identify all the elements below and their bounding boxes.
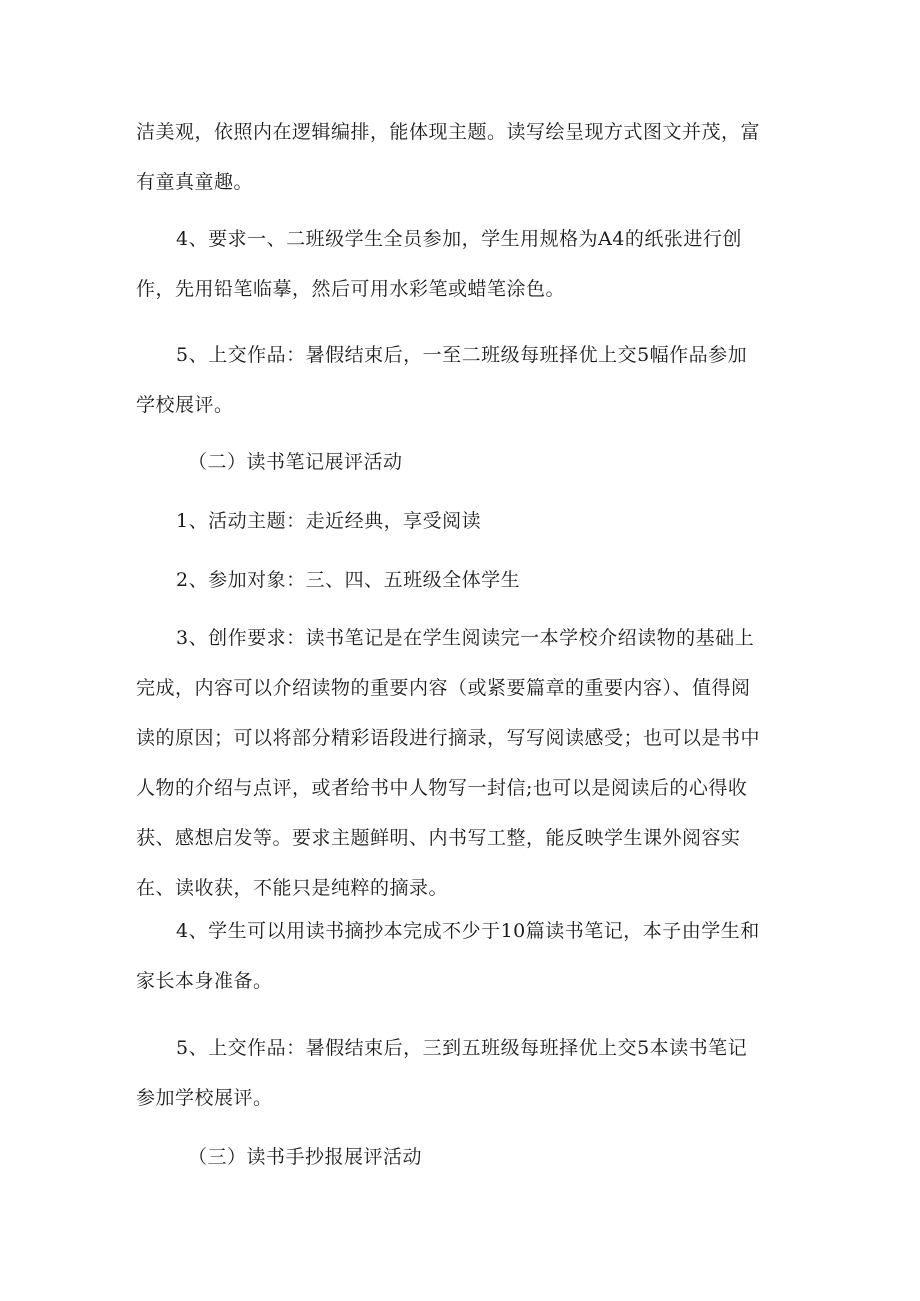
paragraph-requirement-4	[136, 214, 786, 314]
text-line: 有童真童趣。	[136, 171, 254, 193]
section-heading-reading-notes	[136, 437, 786, 487]
text-line: 读的原因；可以将部分精彩语段进行摘录，写写阅读感受；也可以是书中	[136, 727, 761, 749]
section-heading-handwritten-newspaper	[136, 1132, 786, 1182]
text-line: 获、感想启发等。要求主题鲜明、内书写工整，能反映学生课外阅容实	[136, 827, 741, 849]
text-line: 5、上交作品：暑假结束后，一至二班级每班择优上交5幅作品参加	[176, 344, 748, 366]
text-line: 作，先用铅笔临摹，然后可用水彩笔或蜡笔涂色。	[136, 278, 566, 300]
text-line: 5、上交作品：暑假结束后，三到五班级每班择优上交5本读书笔记	[176, 1037, 748, 1059]
paragraph-submit-notes	[136, 1023, 786, 1123]
paragraph-submit-5	[136, 330, 786, 430]
paragraph-theme	[136, 496, 786, 546]
text-line: 学校展评。	[136, 394, 234, 416]
paragraph-participants	[136, 555, 786, 605]
text-line: 完成，内容可以介绍读物的重要内容（或紧要篇章的重要内容）、值得阅	[136, 677, 751, 699]
text-line: 参加学校展评。	[136, 1087, 273, 1109]
heading-text: （三）读书手抄报展评活动	[188, 1146, 423, 1168]
text-line: 4、学生可以用读书摘抄本完成不少于10篇读书笔记，本子由学生和	[176, 920, 760, 942]
text-line: 2、参加对象：三、四、五班级全体学生	[176, 569, 521, 591]
paragraph-continuation	[136, 107, 786, 207]
paragraph-notebook	[136, 906, 786, 1006]
text-line: 人物的介绍与点评，或者给书中人物写一封信;也可以是阅读后的心得收	[136, 777, 748, 799]
text-line: 在、读收获，不能只是纯粹的摘录。	[136, 877, 449, 899]
text-line: 洁美观，依照内在逻辑编排，能体现主题。读写绘呈现方式图文并茂，富	[136, 121, 761, 143]
text-line: 1、活动主题：走近经典，享受阅读	[176, 510, 482, 532]
heading-text: （二）读书笔记展评活动	[188, 451, 403, 473]
text-line: 4、要求一、二班级学生全员参加，学生用规格为A4的纸张进行创	[176, 228, 742, 250]
text-line: 家长本身准备。	[136, 970, 273, 992]
paragraph-creation-requirements	[136, 613, 786, 913]
text-line: 3、创作要求：读书笔记是在学生阅读完一本学校介绍读物的基础上	[176, 627, 755, 649]
